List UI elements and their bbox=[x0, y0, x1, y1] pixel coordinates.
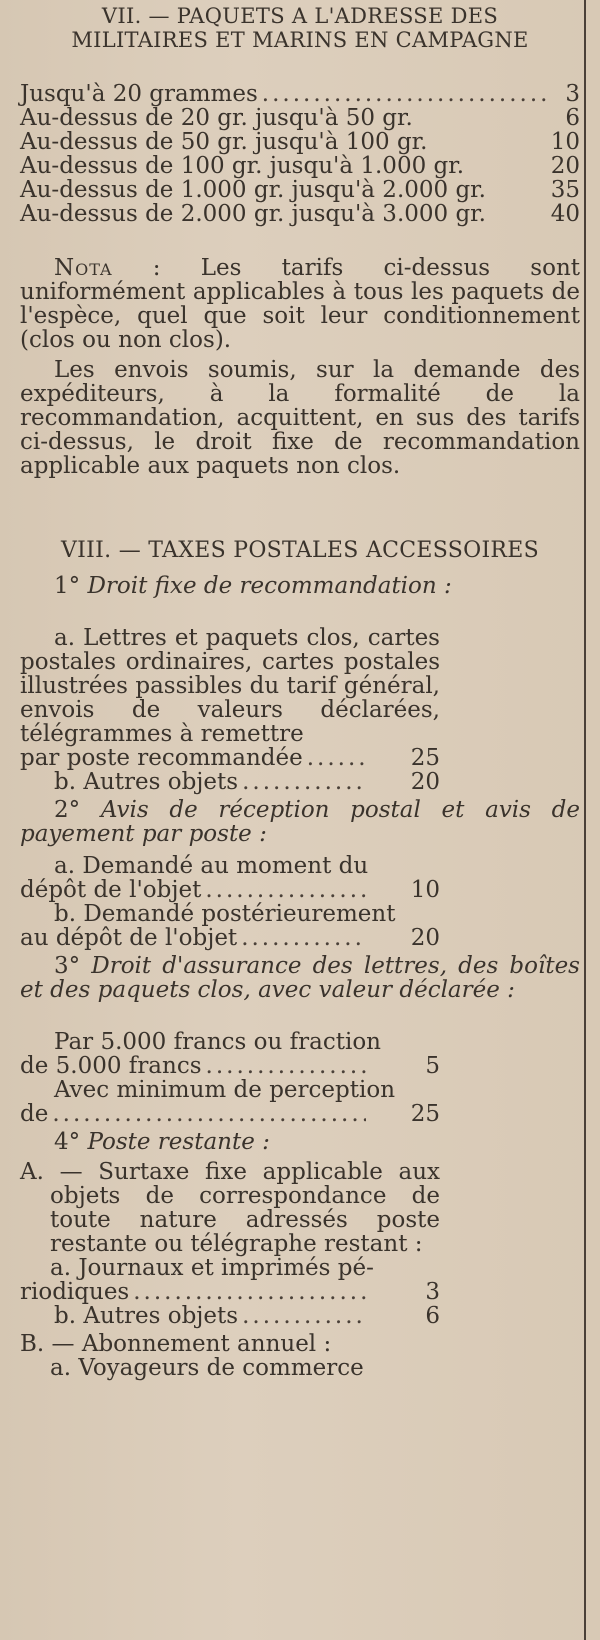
rate-row bbox=[20, 202, 580, 226]
leader-dots bbox=[242, 770, 366, 794]
item-a-last-line: riodiques bbox=[20, 1279, 130, 1305]
sub-number: 4° bbox=[54, 1129, 81, 1155]
assurance-block bbox=[20, 1030, 440, 1126]
item-a-text: a. Lettres et paquets clos, cartes postales ordinaires, cartes postales illustrées passibles du tarif général, envois de valeurs déclarées, télégrammes à remettre bbox=[20, 625, 440, 747]
par-row bbox=[20, 1054, 440, 1078]
par-last-line: de 5.000 francs bbox=[20, 1053, 202, 1079]
sub-heading-2 bbox=[20, 798, 580, 846]
min-last-line: de bbox=[20, 1101, 49, 1127]
item-b-row bbox=[20, 770, 440, 794]
section-7-rates-table bbox=[20, 82, 580, 226]
rate-value: 10 bbox=[550, 129, 580, 155]
sub-heading-4 bbox=[20, 1130, 580, 1154]
leader-dots bbox=[133, 1280, 366, 1304]
section-8-title: VIII. — TAXES POSTALES ACCESSOIRES bbox=[60, 538, 540, 563]
nota-paragraph bbox=[20, 256, 580, 352]
item-b-value: 6 bbox=[425, 1303, 440, 1329]
min-row bbox=[20, 1102, 440, 1126]
leader-dots bbox=[307, 746, 366, 770]
item-a-last-line: dépôt de l'objet bbox=[20, 877, 202, 903]
recommandation-block bbox=[20, 626, 440, 794]
leader-dots bbox=[206, 1054, 366, 1078]
item-b-value: 20 bbox=[410, 769, 440, 795]
item-a-row bbox=[20, 878, 440, 902]
rate-value: 20 bbox=[550, 153, 580, 179]
rate-label: Au-dessus de 50 gr. jusqu'à 100 gr. bbox=[20, 129, 428, 155]
rate-label: Au-dessus de 1.000 gr. jusqu'à 2.000 gr. bbox=[20, 177, 486, 203]
sub-heading-3 bbox=[20, 954, 580, 1002]
item-b-label: b. Autres objets bbox=[54, 1303, 239, 1329]
item-a-value: 25 bbox=[410, 745, 440, 771]
rate-value: 3 bbox=[565, 81, 580, 107]
rate-label: Au-dessus de 2.000 gr. jusqu'à 3.000 gr. bbox=[20, 201, 486, 227]
sub-title: Droit d'assurance des lettres, des boîtes et des paquets clos, avec valeur déclarée : bbox=[20, 953, 580, 1003]
column-rule bbox=[584, 0, 586, 1640]
leader-dots bbox=[205, 878, 366, 902]
item-a-row bbox=[20, 1280, 440, 1304]
leader-dots bbox=[262, 82, 546, 106]
par-text: Par 5.000 francs ou fraction bbox=[54, 1029, 381, 1055]
abonnement-item-a: a. Voyageurs de commerce bbox=[50, 1355, 364, 1381]
item-a-last-line: par poste recommandée bbox=[20, 745, 303, 771]
sub-title: Poste restante : bbox=[87, 1129, 270, 1155]
abonnement-heading: B. — Abonnement annuel : bbox=[20, 1331, 332, 1357]
rate-label: Au-dessus de 100 gr. jusqu'à 1.000 gr. bbox=[20, 153, 465, 179]
sub-number: 3° bbox=[54, 953, 81, 979]
item-a-text: a. Demandé au moment du bbox=[54, 853, 369, 879]
rate-row bbox=[20, 106, 580, 130]
rate-value: 35 bbox=[550, 177, 580, 203]
rate-value: 6 bbox=[565, 105, 580, 131]
surtaxe-text: A. — Surtaxe fixe applicable aux objets de correspondance de toute nature adressés poste restante ou télégraphe restant : bbox=[20, 1159, 440, 1257]
min-text: Avec minimum de perception bbox=[54, 1077, 396, 1103]
item-a-text: a. Journaux et imprimés pé- bbox=[50, 1255, 374, 1281]
avis-block bbox=[20, 854, 440, 950]
item-b-value: 20 bbox=[410, 925, 440, 951]
item-b-row bbox=[20, 926, 440, 950]
min-value: 25 bbox=[410, 1101, 440, 1127]
rate-row bbox=[20, 154, 580, 178]
sub-title: Avis de réception postal et avis de payement par poste : bbox=[20, 797, 580, 847]
rate-label: Jusqu'à 20 grammes bbox=[20, 81, 258, 107]
item-a-row bbox=[20, 746, 440, 770]
nota-label: Nota bbox=[54, 255, 113, 281]
leader-dots bbox=[52, 1102, 366, 1126]
sub-number: 1° bbox=[54, 573, 81, 599]
rate-row bbox=[20, 82, 580, 106]
item-a-value: 3 bbox=[425, 1279, 440, 1305]
par-value: 5 bbox=[425, 1053, 440, 1079]
leader-dots bbox=[241, 926, 366, 950]
sub-number: 2° bbox=[54, 797, 81, 823]
poste-restante-block bbox=[20, 1160, 440, 1380]
item-b-last-line: au dépôt de l'objet bbox=[20, 925, 238, 951]
section-7-title-line-1: VII. — PAQUETS A L'ADRESSE DES bbox=[101, 4, 499, 28]
nota-text: : Les tarifs ci-dessus sont uniformément applicables à tous les paquets de l'espèce, quel que soit leur conditionnement (clos ou non clos). bbox=[20, 255, 580, 353]
rate-value: 40 bbox=[550, 201, 580, 227]
item-b-label: b. Autres objets bbox=[54, 769, 239, 795]
leader-dots bbox=[242, 1304, 366, 1328]
section-7-title-line-2: MILITAIRES ET MARINS EN CAMPAGNE bbox=[71, 28, 529, 52]
rate-label: Au-dessus de 20 gr. jusqu'à 50 gr. bbox=[20, 105, 413, 131]
recommandation-paragraph: Les envois soumis, sur la demande des expéditeurs, à la formalité de la recommandation, acquittent, en sus des tarifs ci-dessus, le droit fixe de recommandation applicable aux paquets non clos. bbox=[20, 357, 580, 479]
item-b-row bbox=[20, 1304, 440, 1328]
item-a-value: 10 bbox=[410, 877, 440, 903]
sub-heading-1 bbox=[20, 574, 580, 598]
sub-title: Droit fixe de recommandation : bbox=[87, 573, 452, 599]
text-column bbox=[20, 4, 580, 1380]
item-b-text: b. Demandé postérieurement bbox=[54, 901, 396, 927]
rate-row bbox=[20, 178, 580, 202]
rate-row bbox=[20, 130, 580, 154]
